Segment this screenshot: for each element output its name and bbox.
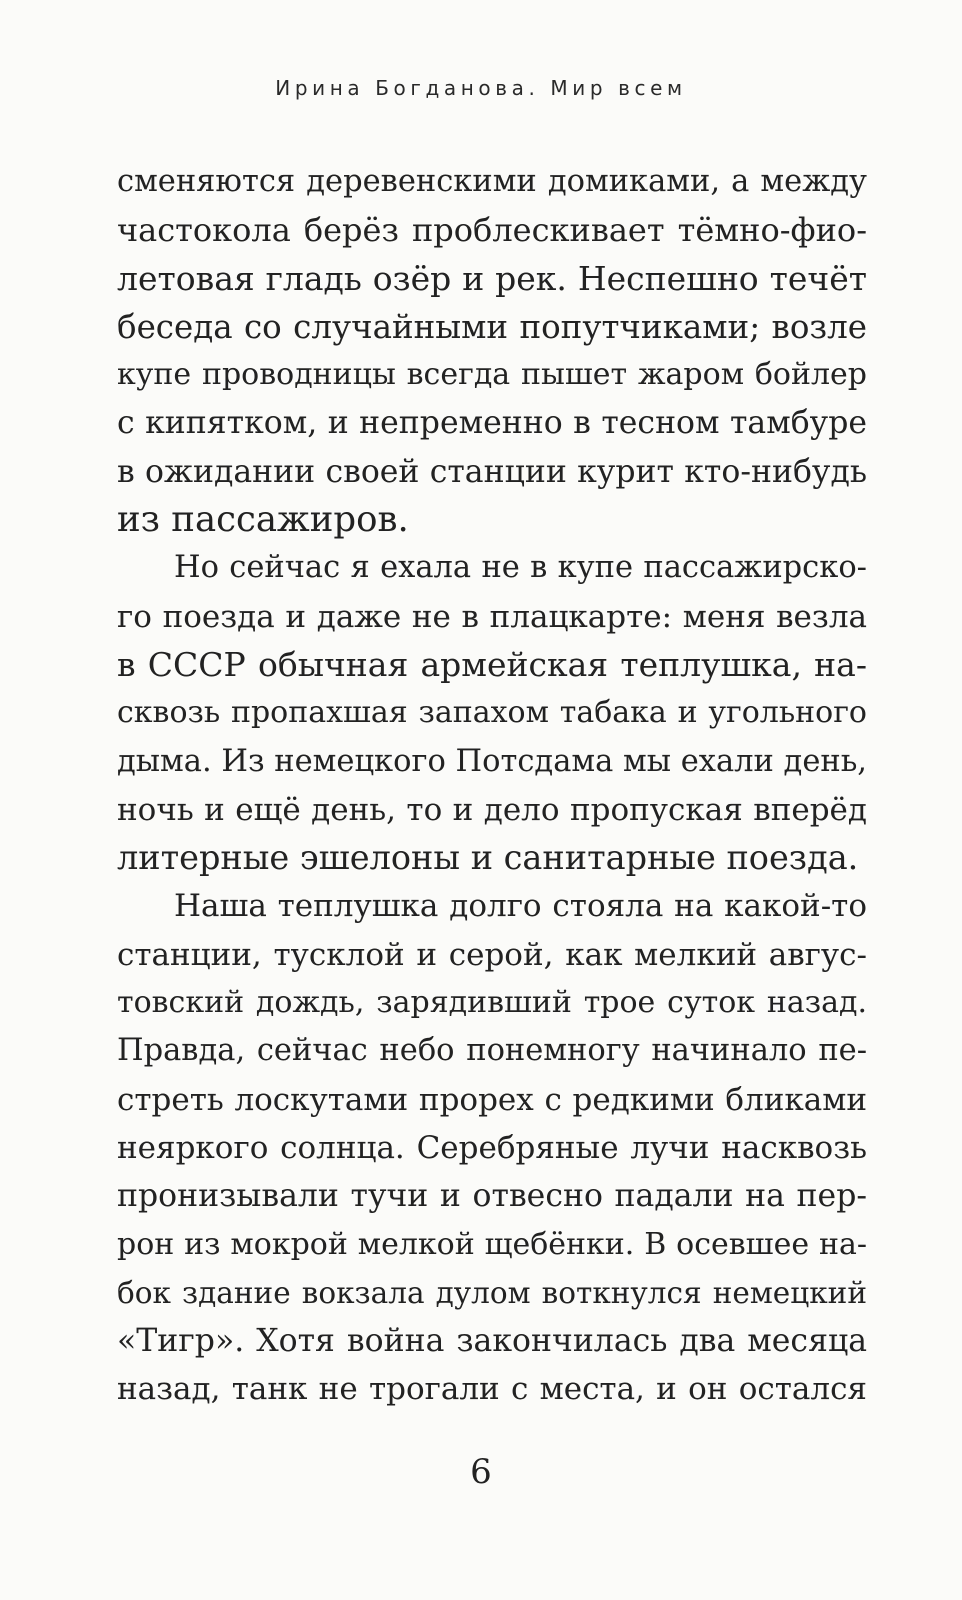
text-line: сменяются деревенскими домиками, а между <box>117 164 867 199</box>
text-line: товский дождь, зарядивший трое суток назад. <box>117 985 867 1021</box>
text-line: в ожидании своей станции курит кто-нибудь <box>117 453 867 490</box>
text-line: из пассажиров. <box>117 499 409 541</box>
text-line: го поезда и даже не в плацкарте: меня везла <box>117 598 867 635</box>
text-line: пронизывали тучи и отвесно падали на пер- <box>117 1178 867 1215</box>
text-line: беседа со случайными попутчиками; возле <box>117 307 867 346</box>
text-line: станции, тусклой и серой, как мелкий авгус- <box>117 936 867 973</box>
text-line: рон из мокрой мелкой щебёнки. В осевшее на- <box>117 1226 867 1262</box>
body-text <box>117 158 867 1414</box>
text-line: купе проводницы всегда пышет жаром бойлер <box>117 357 867 393</box>
text-line: литерные эшелоны и санитарные поезда. <box>117 838 859 878</box>
text-line: ночь и ещё день, то и дело пропуская вперёд <box>117 791 867 828</box>
text-line: Но сейчас я ехала не в купе пассажирско- <box>174 550 867 586</box>
text-line: частокола берёз проблескивает тёмно-фио- <box>117 211 867 250</box>
page-number: 6 <box>470 1452 492 1492</box>
text-line: неяркого солнца. Серебряные лучи насквозь <box>117 1129 867 1166</box>
text-line: Правда, сейчас небо понемногу начинало пе- <box>117 1033 867 1069</box>
text-line: дыма. Из немецкого Потсдама мы ехали день, <box>117 743 867 779</box>
text-line: «Тигр». Хотя война закончилась два месяца <box>117 1323 867 1360</box>
text-line: летовая гладь озёр и рек. Неспешно течёт <box>117 258 867 298</box>
text-line: с кипятком, и непременно в тесном тамбуре <box>117 405 867 442</box>
text-line: Наша теплушка долго стояла на какой-то <box>174 888 867 925</box>
running-head: Ирина Богданова. Мир всем <box>275 76 687 100</box>
text-line: стреть лоскутами прорех с редкими бликами <box>117 1081 867 1118</box>
text-line: сквозь пропахшая запахом табака и угольного <box>117 695 867 731</box>
text-line: в СССР обычная армейская теплушка, на- <box>117 644 867 684</box>
text-line: бок здание вокзала дулом воткнулся немецкий <box>117 1275 867 1310</box>
text-line: назад, танк не трогали с места, и он остался <box>117 1371 867 1408</box>
